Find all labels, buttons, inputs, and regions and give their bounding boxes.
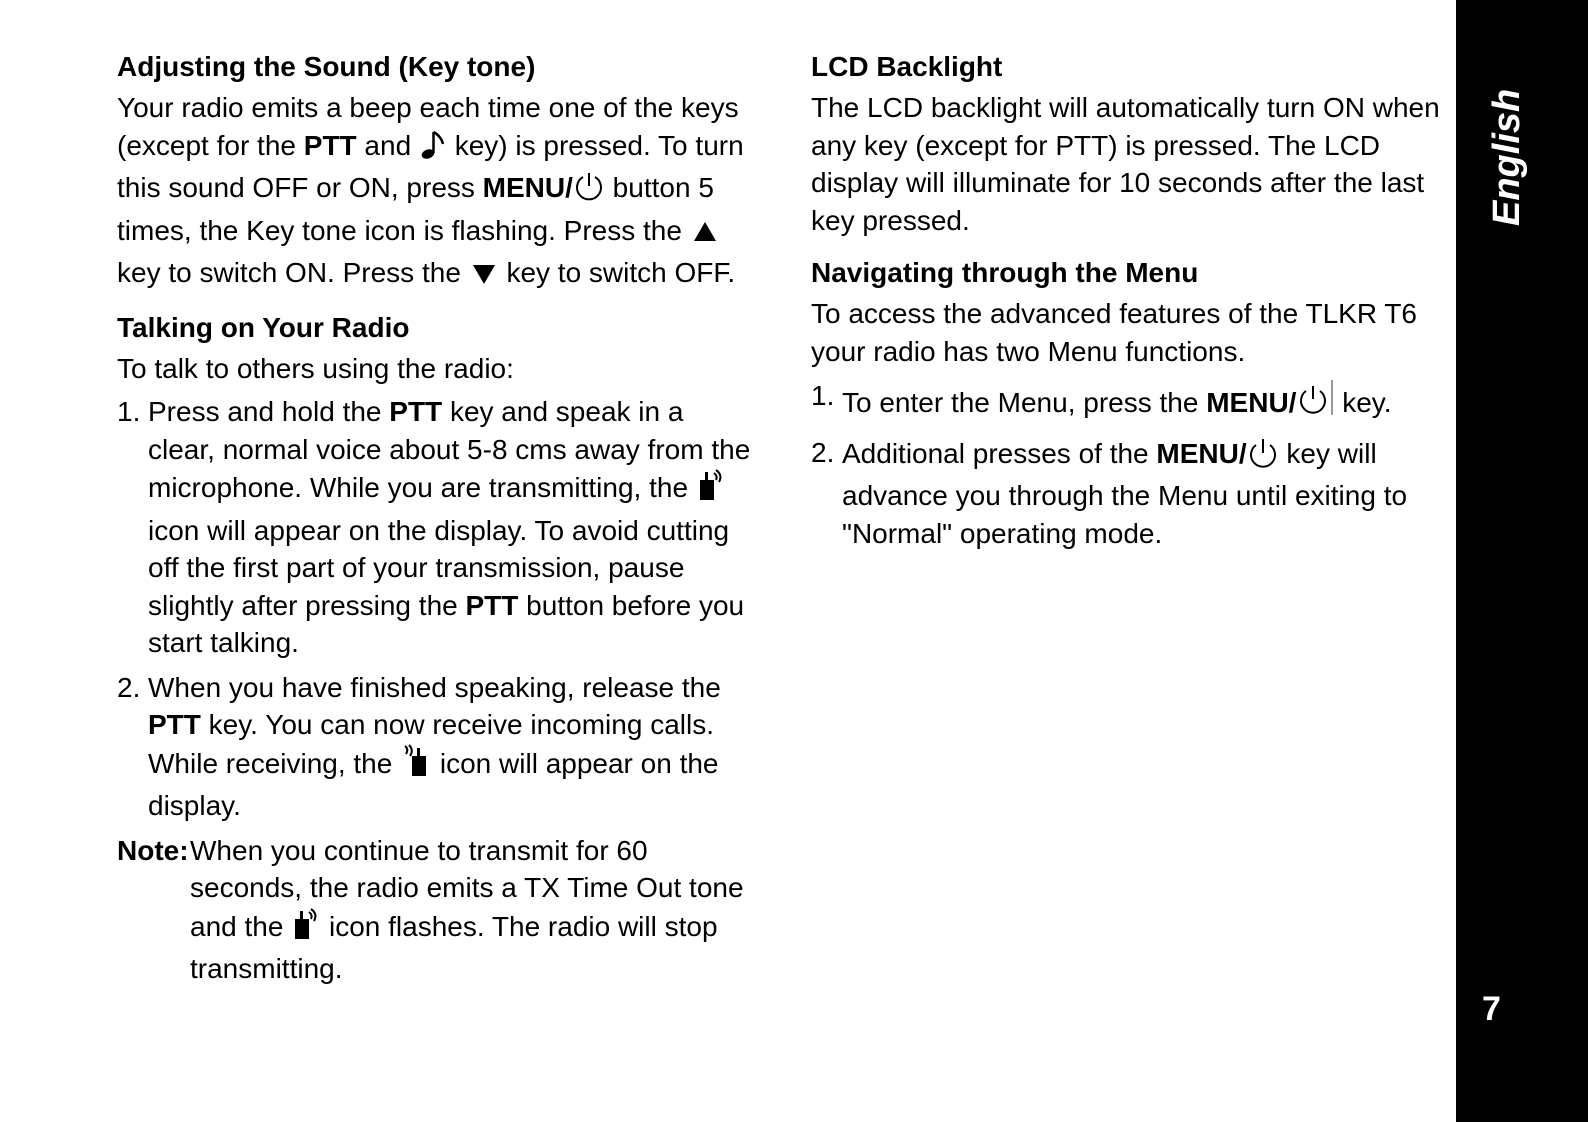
key-tone-paragraph: Your radio emits a beep each time one of the keys (except for the PTT and key) is pressed. To turn this sound OFF or ON, press MENU/ button 5 times, the Key tone icon is flashing. Press the key to switch ON. Press the key to switch OFF.: [117, 89, 757, 297]
list-item: 2. Additional presses of the MENU/ key will advance you through the Menu until exiting to "Normal" operating mode.: [811, 434, 1451, 553]
section-key-tone: [117, 48, 757, 297]
list-item: 2. When you have finished speaking, release the PTT key. You can now receive incoming calls. While receiving, the icon will appear on the display.: [117, 671, 721, 821]
section-lcd-backlight: [811, 48, 1451, 239]
talking-steps: [117, 393, 757, 825]
power-icon: [573, 170, 605, 212]
menu-intro: To access the advanced features of the TLKR T6 your radio has two Menu functions.: [811, 298, 1417, 367]
lcd-backlight-paragraph: The LCD backlight will automatically turn ON when any key (except for PTT) is pressed. The LCD display will illuminate for 10 seconds after the last key pressed.: [811, 92, 1440, 236]
section-menu-navigation: [811, 254, 1451, 552]
music-note-icon: [419, 130, 447, 170]
note: Note: When you continue to transmit for 60 seconds, the radio emits a TX Time Out tone and the icon flashes. The radio will stop transmitting.: [117, 834, 744, 984]
page-number: 7: [1482, 990, 1501, 1028]
transmit-icon: [696, 468, 726, 512]
power-icon: [1247, 434, 1279, 478]
heading-lcd-backlight: LCD Backlight: [811, 51, 1003, 82]
list-item: 1. To enter the Menu, press the MENU/ key.: [811, 377, 1451, 427]
heading-talking: Talking on Your Radio: [117, 311, 410, 343]
transmit-icon: [291, 907, 321, 951]
section-talking: [117, 309, 757, 988]
down-arrow-icon: [469, 259, 499, 297]
list-item: 1. Press and hold the PTT key and speak in a clear, normal voice about 5-8 cms away from the microphone. While you are transmitting, the icon will appear on the display. To avoid cutting off the first part of your transmission, pause slightly after pressing the PTT button before you start talking.: [117, 396, 751, 658]
heading-menu-navigation: Navigating through the Menu: [811, 257, 1199, 288]
right-column: [811, 48, 1451, 559]
heading-key-tone: Adjusting the Sound (Key tone): [117, 51, 536, 82]
power-icon: [1296, 377, 1334, 427]
up-arrow-icon: [690, 217, 720, 255]
language-label: English: [1486, 88, 1528, 226]
talking-intro: To talk to others using the radio:: [117, 352, 514, 384]
menu-steps: [811, 377, 1451, 552]
receive-icon: [400, 744, 432, 788]
left-column: [117, 48, 757, 988]
